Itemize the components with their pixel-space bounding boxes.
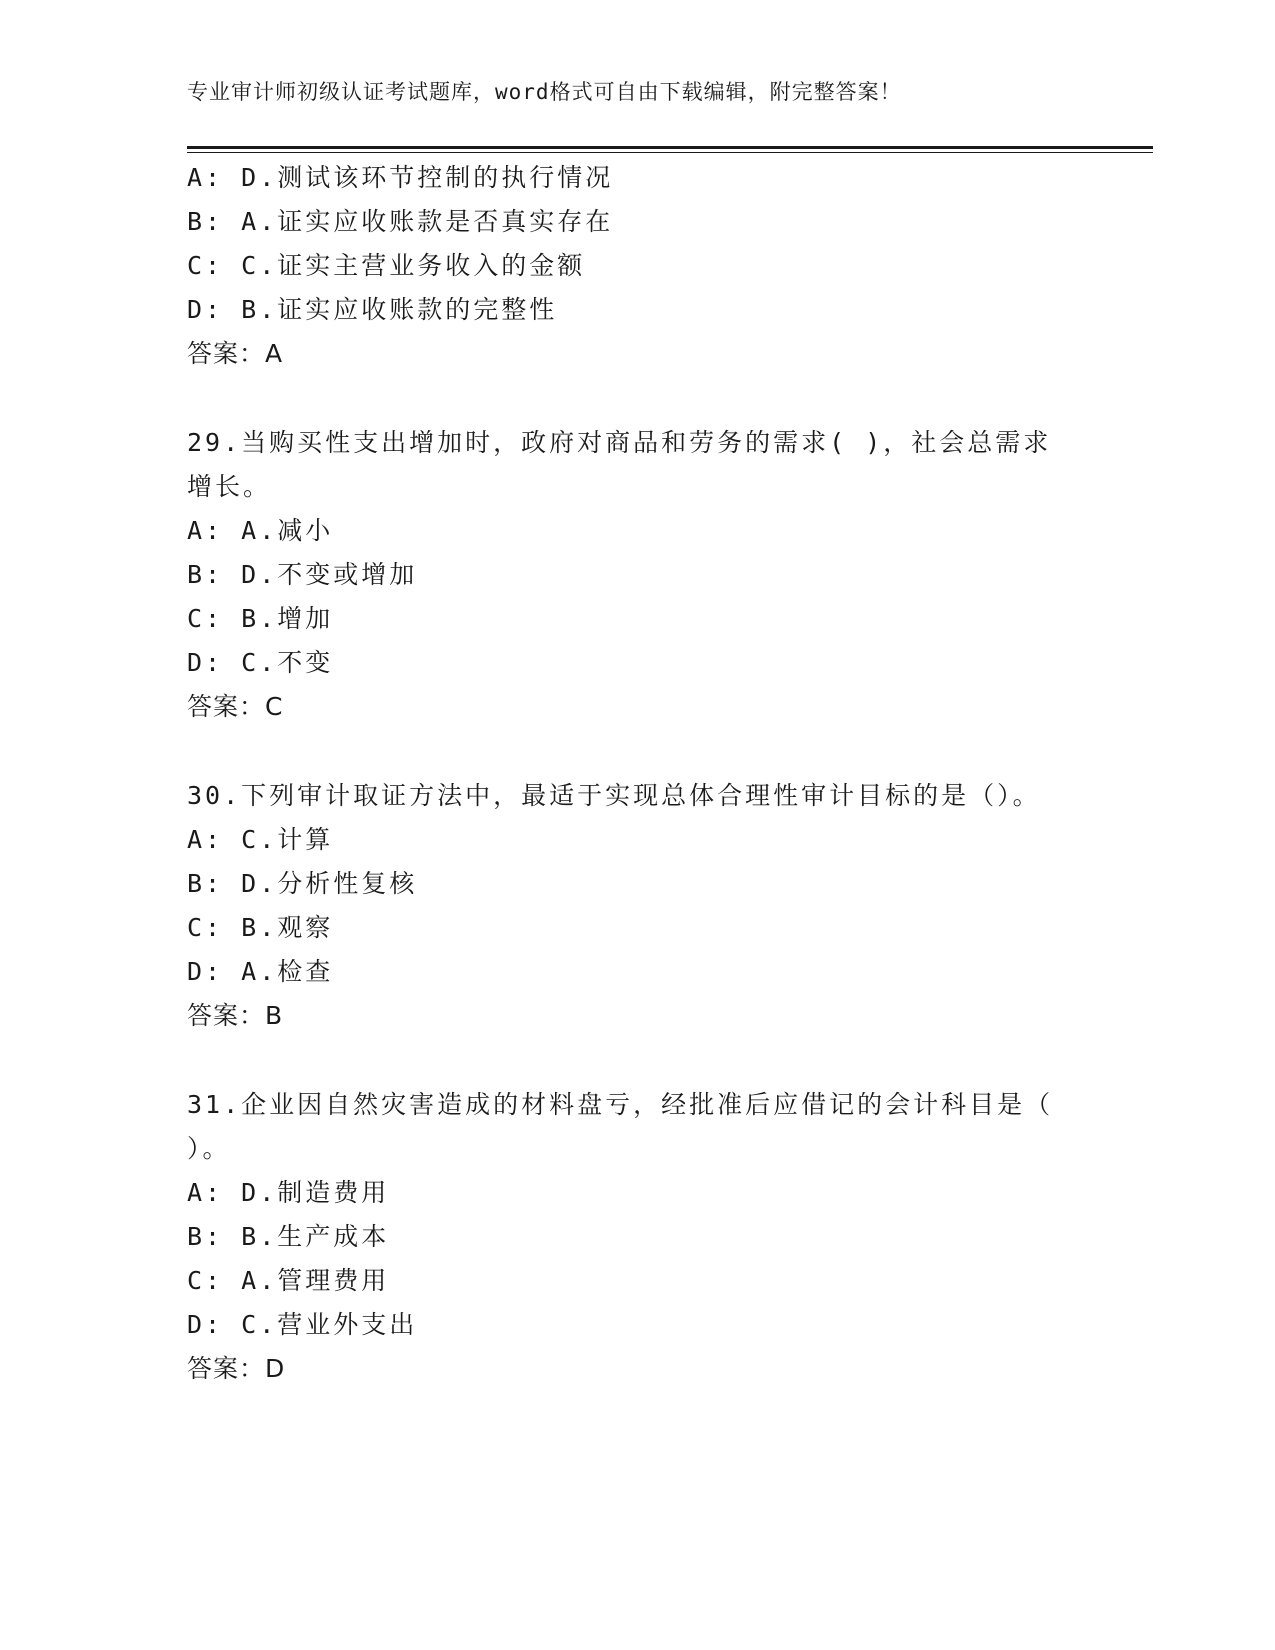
q29-option-a: A: A.减小 [187, 516, 334, 545]
q28-option-a: A: D.测试该环节控制的执行情况 [187, 163, 614, 192]
q28-answer: 答案：A [187, 339, 284, 368]
q31-stem-line2: ）。 [187, 1134, 231, 1163]
header-rule-thin [187, 152, 1153, 153]
q28-option-b: B: A.证实应收账款是否真实存在 [187, 207, 614, 236]
q29-option-b: B: D.不变或增加 [187, 560, 418, 589]
q29-stem-line1: 29.当购买性支出增加时，政府对商品和劳务的需求( )，社会总需求 [187, 428, 1052, 457]
q28-option-d: D: B.证实应收账款的完整性 [187, 295, 558, 324]
q30-option-a: A: C.计算 [187, 825, 334, 854]
q31-option-a: A: D.制造费用 [187, 1178, 390, 1207]
q29-option-c: C: B.增加 [187, 604, 334, 633]
q31-option-c: C: A.管理费用 [187, 1266, 390, 1295]
q30-option-b: B: D.分析性复核 [187, 869, 418, 898]
q31-option-d: D: C.营业外支出 [187, 1310, 418, 1339]
page-header: 专业审计师初级认证考试题库，word格式可自由下载编辑，附完整答案！ [187, 80, 902, 104]
q30-option-d: D: A.检查 [187, 957, 334, 986]
q31-answer: 答案：D [187, 1354, 286, 1383]
q29-option-d: D: C.不变 [187, 648, 334, 677]
header-rule-thick [187, 146, 1153, 149]
q30-option-c: C: B.观察 [187, 913, 334, 942]
q30-stem-line1: 30.下列审计取证方法中，最适于实现总体合理性审计目标的是（）。 [187, 781, 1041, 810]
q30-answer: 答案：B [187, 1001, 284, 1030]
q28-option-c: C: C.证实主营业务收入的金额 [187, 251, 586, 280]
q31-stem-line1: 31.企业因自然灾害造成的材料盘亏，经批准后应借记的会计科目是（ [187, 1090, 1054, 1119]
q29-answer: 答案：C [187, 692, 284, 721]
q29-stem-line2: 增长。 [187, 472, 272, 501]
q31-option-b: B: B.生产成本 [187, 1222, 390, 1251]
